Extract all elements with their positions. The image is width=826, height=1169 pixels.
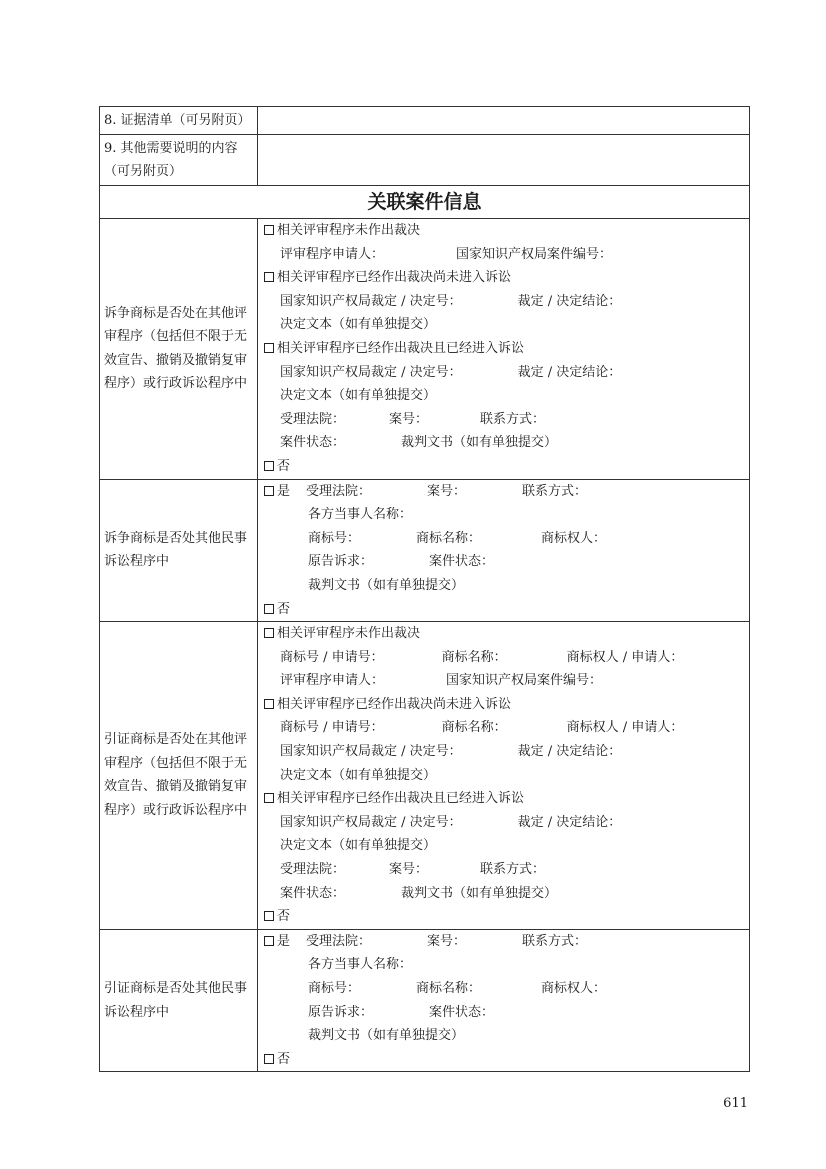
checkbox-icon[interactable] xyxy=(264,272,274,282)
checkbox-icon[interactable] xyxy=(264,343,274,353)
other-notes-label-line2: （可另附页） xyxy=(104,164,183,179)
conclusion-label: 裁定 / 决定结论： xyxy=(517,364,622,380)
q3-row xyxy=(100,622,750,930)
related-case-form xyxy=(99,106,750,1072)
q1-court-line xyxy=(264,408,749,432)
other-notes-label-line1: 9. 其他需要说明的内容 xyxy=(104,141,238,156)
cnipa-case-no-label: 国家知识产权局案件编号： xyxy=(456,246,613,262)
q3-opt1-detail xyxy=(264,669,749,693)
judgment-label: 裁判文书（如有单独提交） xyxy=(401,435,558,451)
section-title: 关联案件信息 xyxy=(100,186,750,219)
checkbox-icon[interactable] xyxy=(264,486,274,496)
q3-no[interactable] xyxy=(264,905,749,929)
judgment-label: 裁判文书（如有单独提交） xyxy=(401,885,558,901)
other-notes-label xyxy=(100,135,258,186)
q4-no[interactable] xyxy=(264,1048,749,1072)
q1-no[interactable] xyxy=(264,455,749,479)
q3-opt2[interactable] xyxy=(264,693,749,717)
q1-opt2[interactable] xyxy=(264,266,749,290)
checkbox-icon[interactable] xyxy=(264,604,274,614)
checkbox-icon[interactable] xyxy=(264,461,274,471)
checkbox-icon[interactable] xyxy=(264,1054,274,1064)
tm-name-label: 商标名称： xyxy=(441,649,507,665)
court-label: 受理法院： xyxy=(306,933,372,949)
ruling-no-label: 国家知识产权局裁定 / 决定号： xyxy=(280,744,462,760)
other-notes-value-cell[interactable] xyxy=(258,135,750,186)
q4-row xyxy=(100,929,750,1072)
conclusion-label: 裁定 / 决定结论： xyxy=(517,814,622,830)
case-no-label: 案号： xyxy=(389,862,429,878)
conclusion-label: 裁定 / 决定结论： xyxy=(517,744,622,760)
q3-options xyxy=(258,622,750,930)
tm-no-label: 商标号 / 申请号： xyxy=(280,649,384,665)
tm-no-label: 商标号： xyxy=(308,530,361,546)
q4-options xyxy=(258,929,750,1072)
checkbox-icon[interactable] xyxy=(264,225,274,235)
ruling-no-label: 国家知识产权局裁定 / 决定号： xyxy=(280,293,462,309)
q4-claim-line xyxy=(264,1001,749,1025)
contact-label: 联系方式： xyxy=(480,411,546,427)
q1-opt3[interactable] xyxy=(264,337,749,361)
q3-court-line xyxy=(264,858,749,882)
q1-status-line xyxy=(264,431,749,455)
contact-label: 联系方式： xyxy=(522,483,588,499)
court-label: 受理法院： xyxy=(280,411,346,427)
no-label: 否 xyxy=(277,909,291,925)
yes-label: 是 xyxy=(277,483,291,499)
q3-opt3-detail xyxy=(264,811,749,835)
q1-ruling-text: 决定文本（如有单独提交） xyxy=(280,317,437,333)
q1-row xyxy=(100,219,750,480)
q1-ruling-text-2: 决定文本（如有单独提交） xyxy=(280,388,437,404)
section-title-row xyxy=(100,186,750,219)
checkbox-icon[interactable] xyxy=(264,911,274,921)
court-label: 受理法院： xyxy=(280,862,346,878)
contact-label: 联系方式： xyxy=(522,933,588,949)
q1-opt2-detail xyxy=(264,290,749,314)
q3-tm-line xyxy=(264,646,749,670)
case-no-label: 案号： xyxy=(427,933,467,949)
q2-yes[interactable] xyxy=(264,480,749,504)
cnipa-case-no-label: 国家知识产权局案件编号： xyxy=(446,673,603,689)
case-status-label: 案件状态： xyxy=(429,1004,495,1020)
q1-opt2-label: 相关评审程序已经作出裁决尚未进入诉讼 xyxy=(277,270,512,286)
tm-name-label: 商标名称： xyxy=(416,981,482,996)
q4-yes[interactable] xyxy=(264,930,749,954)
q3-opt2-label: 相关评审程序已经作出裁决尚未进入诉讼 xyxy=(277,696,512,712)
tm-owner-label: 商标权人 / 申请人： xyxy=(566,649,684,665)
claim-label: 原告诉求： xyxy=(308,1004,374,1020)
no-label: 否 xyxy=(277,458,291,474)
q1-opt1-detail xyxy=(264,243,749,267)
q3-opt3[interactable] xyxy=(264,787,749,811)
case-no-label: 案号： xyxy=(427,483,467,499)
no-label: 否 xyxy=(277,1051,291,1067)
q2-no[interactable] xyxy=(264,598,749,622)
q3-status-line xyxy=(264,882,749,906)
tm-name-label: 商标名称： xyxy=(441,720,507,736)
tm-owner-label: 商标权人： xyxy=(541,530,607,546)
tm-no-label: 商标号： xyxy=(308,981,361,996)
yes-label: 是 xyxy=(277,933,291,949)
conclusion-label: 裁定 / 决定结论： xyxy=(517,293,622,309)
q2-judgment: 裁判文书（如有单独提交） xyxy=(308,577,465,593)
q1-label: 诉争商标是否处在其他评审程序（包括但不限于无效宣告、撤销及撤销复审程序）或行政诉讼程序中 xyxy=(100,219,258,480)
q3-opt1-label: 相关评审程序未作出裁决 xyxy=(277,626,421,642)
q3-label: 引证商标是否处在其他评审程序（包括但不限于无效宣告、撤销及撤销复审程序）或行政诉讼程序中 xyxy=(100,622,258,930)
q4-judgment: 裁判文书（如有单独提交） xyxy=(308,1028,465,1044)
q3-ruling-text-2: 决定文本（如有单独提交） xyxy=(280,838,437,854)
q2-label: 诉争商标是否处其他民事诉讼程序中 xyxy=(100,479,258,622)
q2-parties: 各方当事人名称： xyxy=(308,507,413,523)
q3-opt1[interactable] xyxy=(264,622,749,646)
no-label: 否 xyxy=(277,601,291,617)
page-number: 611 xyxy=(723,1096,748,1111)
checkbox-icon[interactable] xyxy=(264,699,274,709)
checkbox-icon[interactable] xyxy=(264,793,274,803)
evidence-value-cell[interactable] xyxy=(258,107,750,135)
q1-opt3-detail xyxy=(264,361,749,385)
q4-label: 引证商标是否处其他民事诉讼程序中 xyxy=(100,929,258,1072)
case-status-label: 案件状态： xyxy=(280,435,346,451)
tm-no-label: 商标号 / 申请号： xyxy=(280,720,384,736)
q2-row xyxy=(100,479,750,622)
tm-owner-label: 商标权人 / 申请人： xyxy=(566,720,684,736)
q2-claim-line xyxy=(264,550,749,574)
applicant-label: 评审程序申请人： xyxy=(280,673,385,689)
ruling-no-label: 国家知识产权局裁定 / 决定号： xyxy=(280,364,462,380)
checkbox-icon[interactable] xyxy=(264,936,274,946)
applicant-label: 评审程序申请人： xyxy=(280,246,385,262)
q3-opt2-detail xyxy=(264,740,749,764)
q1-options xyxy=(258,219,750,480)
q2-tm-line xyxy=(264,527,749,551)
tm-owner-label: 商标权人： xyxy=(541,981,607,996)
other-notes-row xyxy=(100,135,750,186)
q1-opt3-label: 相关评审程序已经作出裁决且已经进入诉讼 xyxy=(277,340,525,356)
case-status-label: 案件状态： xyxy=(429,554,495,570)
contact-label: 联系方式： xyxy=(480,862,546,878)
case-no-label: 案号： xyxy=(389,411,429,427)
q4-tm-line xyxy=(264,977,749,1001)
q3-ruling-text: 决定文本（如有单独提交） xyxy=(280,767,437,783)
q1-opt1-label: 相关评审程序未作出裁决 xyxy=(277,223,421,238)
evidence-row xyxy=(100,107,750,135)
q2-options xyxy=(258,479,750,622)
ruling-no-label: 国家知识产权局裁定 / 决定号： xyxy=(280,814,462,830)
q3-tm-line-2 xyxy=(264,716,749,740)
court-label: 受理法院： xyxy=(306,483,372,499)
q1-opt1[interactable] xyxy=(264,219,749,243)
case-status-label: 案件状态： xyxy=(280,885,346,901)
checkbox-icon[interactable] xyxy=(264,628,274,638)
q3-opt3-label: 相关评审程序已经作出裁决且已经进入诉讼 xyxy=(277,791,525,807)
claim-label: 原告诉求： xyxy=(308,554,374,570)
q4-parties: 各方当事人名称： xyxy=(308,957,413,973)
evidence-label: 8. 证据清单（可另附页） xyxy=(100,107,258,135)
tm-name-label: 商标名称： xyxy=(416,530,482,546)
